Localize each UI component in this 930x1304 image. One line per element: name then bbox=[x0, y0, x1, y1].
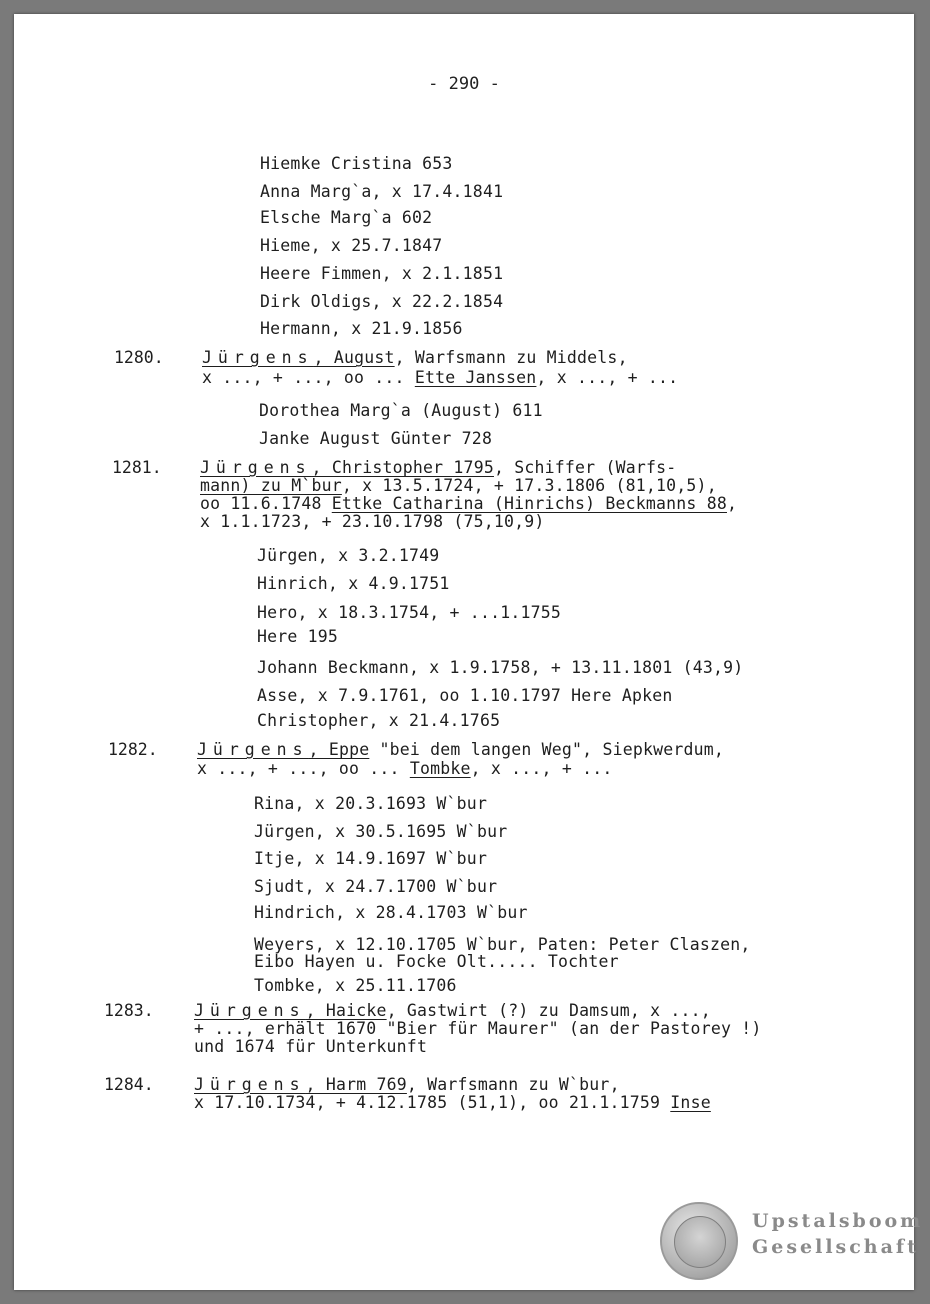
entry-number: 1282. bbox=[108, 740, 158, 759]
text-line bbox=[254, 952, 619, 971]
text-part: Weyers, x 12.10.1705 W`bur, Paten: Peter Claszen, bbox=[254, 935, 751, 954]
text-line bbox=[194, 1019, 762, 1038]
text-line bbox=[257, 711, 500, 730]
text-line bbox=[260, 292, 503, 311]
text-part: oo 11.6.1748 bbox=[200, 494, 332, 513]
text-line bbox=[257, 686, 673, 705]
text-part: Anna Marg`a, x 17.4.1841 bbox=[260, 182, 504, 201]
text-line bbox=[194, 1001, 711, 1020]
text-line bbox=[254, 849, 487, 868]
text-part: , Warfsmann zu W`bur, bbox=[406, 1075, 620, 1094]
surname: Jürgens bbox=[197, 740, 309, 759]
text-part: , Warfsmann zu Middels, bbox=[394, 348, 628, 367]
text-line bbox=[259, 401, 543, 420]
text-line bbox=[194, 1093, 711, 1112]
text-line bbox=[254, 794, 487, 813]
text-line bbox=[197, 759, 613, 778]
text-line bbox=[257, 546, 439, 565]
text-line bbox=[194, 1075, 620, 1094]
document-page bbox=[14, 14, 924, 1290]
surname: Jürgens bbox=[194, 1075, 306, 1094]
text-line bbox=[254, 877, 497, 896]
text-part: + ..., erhält 1670 "Bier für Maurer" (an der Pastorey !) bbox=[194, 1019, 762, 1038]
entry-number: 1280. bbox=[114, 348, 164, 367]
text-part: , x ..., + ... bbox=[536, 368, 679, 387]
text-part: Rina, x 20.3.1693 W`bur bbox=[254, 794, 488, 813]
text-part: Hinrich, x 4.9.1751 bbox=[257, 574, 450, 593]
text-line bbox=[197, 740, 724, 759]
text-part: , Eppe bbox=[308, 740, 370, 759]
text-part: x ..., + ..., oo ... bbox=[197, 759, 410, 778]
text-part: Elsche Marg`a 602 bbox=[260, 208, 433, 227]
text-part: "bei dem langen Weg", Siepkwerdum, bbox=[369, 740, 725, 759]
text-part: x 17.10.1734, + 4.12.1785 (51,1), oo 21.1.1759 bbox=[194, 1093, 671, 1112]
text-part: Johann Beckmann, x 1.9.1758, + 13.11.1801 (43,9) bbox=[257, 658, 744, 677]
text-line bbox=[259, 429, 492, 448]
surname: Jürgens bbox=[194, 1001, 306, 1020]
text-part: Hindrich, x 28.4.1703 W`bur bbox=[254, 903, 528, 922]
text-part: mann) zu M`bur bbox=[200, 476, 342, 495]
text-part: Inse bbox=[670, 1093, 711, 1112]
text-line bbox=[260, 208, 432, 227]
text-part: , Gastwirt (?) zu Damsum, x ..., bbox=[386, 1001, 711, 1020]
logo-line-1: Upstalsboom bbox=[752, 1210, 924, 1232]
text-line bbox=[200, 476, 717, 495]
text-line bbox=[254, 976, 457, 995]
text-line bbox=[200, 512, 545, 531]
text-part: Dirk Oldigs, x 22.2.1854 bbox=[260, 292, 504, 311]
text-line bbox=[257, 658, 743, 677]
text-part: , August bbox=[313, 348, 395, 367]
text-line bbox=[254, 822, 507, 841]
text-part: , bbox=[726, 494, 738, 513]
text-part: Itje, x 14.9.1697 W`bur bbox=[254, 849, 488, 868]
text-line bbox=[260, 264, 503, 283]
page-number: - 290 - bbox=[428, 74, 500, 94]
text-part: Hero, x 18.3.1754, + ...1.1755 bbox=[257, 603, 562, 622]
text-line bbox=[200, 458, 676, 477]
text-part: Dorothea Marg`a (August) 611 bbox=[259, 401, 543, 420]
text-part: Tombke, x 25.11.1706 bbox=[254, 976, 457, 995]
text-part: x 1.1.1723, + 23.10.1798 (75,10,9) bbox=[200, 512, 545, 531]
text-line bbox=[257, 603, 561, 622]
text-part: und 1674 für Unterkunft bbox=[194, 1037, 428, 1056]
text-line bbox=[257, 627, 338, 646]
text-line bbox=[260, 236, 442, 255]
text-part: , Christopher 1795 bbox=[311, 458, 494, 477]
text-part: Asse, x 7.9.1761, oo 1.10.1797 Here Apken bbox=[257, 686, 673, 705]
text-part: Sjudt, x 24.7.1700 W`bur bbox=[254, 877, 498, 896]
text-part: Heere Fimmen, x 2.1.1851 bbox=[260, 264, 504, 283]
text-part: , Haicke bbox=[305, 1001, 387, 1020]
text-line bbox=[194, 1037, 427, 1056]
text-part: Tombke bbox=[409, 759, 471, 778]
text-part: Hermann, x 21.9.1856 bbox=[260, 319, 463, 338]
text-part: Here 195 bbox=[257, 627, 339, 646]
surname: Jürgens bbox=[200, 458, 312, 477]
text-line bbox=[202, 348, 628, 367]
entry-number: 1284. bbox=[104, 1075, 154, 1094]
text-part: Jürgen, x 30.5.1695 W`bur bbox=[254, 822, 508, 841]
text-part: , x ..., + ... bbox=[470, 759, 613, 778]
publisher-logo bbox=[660, 1202, 924, 1278]
text-part: , x 13.5.1724, + 17.3.1806 (81,10,5), bbox=[341, 476, 717, 495]
text-part: , Harm 769 bbox=[305, 1075, 407, 1094]
text-line bbox=[254, 903, 528, 922]
text-part: Hieme, x 25.7.1847 bbox=[260, 236, 443, 255]
seal-icon bbox=[660, 1202, 738, 1280]
text-part: x ..., + ..., oo ... bbox=[202, 368, 415, 387]
text-line bbox=[260, 182, 503, 201]
text-line bbox=[260, 154, 453, 173]
text-part: Janke August Günter 728 bbox=[259, 429, 493, 448]
text-part: Ette Janssen bbox=[414, 368, 537, 387]
logo-line-2: Gesellschaft bbox=[752, 1236, 919, 1258]
text-part: Hiemke Cristina 653 bbox=[260, 154, 453, 173]
text-line bbox=[257, 574, 450, 593]
text-part: Christopher, x 21.4.1765 bbox=[257, 711, 501, 730]
text-part: Ettke Catharina (Hinrichs) Beckmanns 88 bbox=[331, 494, 727, 513]
entry-number: 1281. bbox=[112, 458, 162, 477]
text-part: Eibo Hayen u. Focke Olt..... Tochter bbox=[254, 952, 619, 971]
surname: Jürgens bbox=[202, 348, 314, 367]
text-line bbox=[200, 494, 737, 513]
entry-number: 1283. bbox=[104, 1001, 154, 1020]
text-part: , Schiffer (Warfs- bbox=[493, 458, 677, 477]
text-line bbox=[260, 319, 463, 338]
text-line bbox=[202, 368, 678, 387]
text-part: Jürgen, x 3.2.1749 bbox=[257, 546, 440, 565]
